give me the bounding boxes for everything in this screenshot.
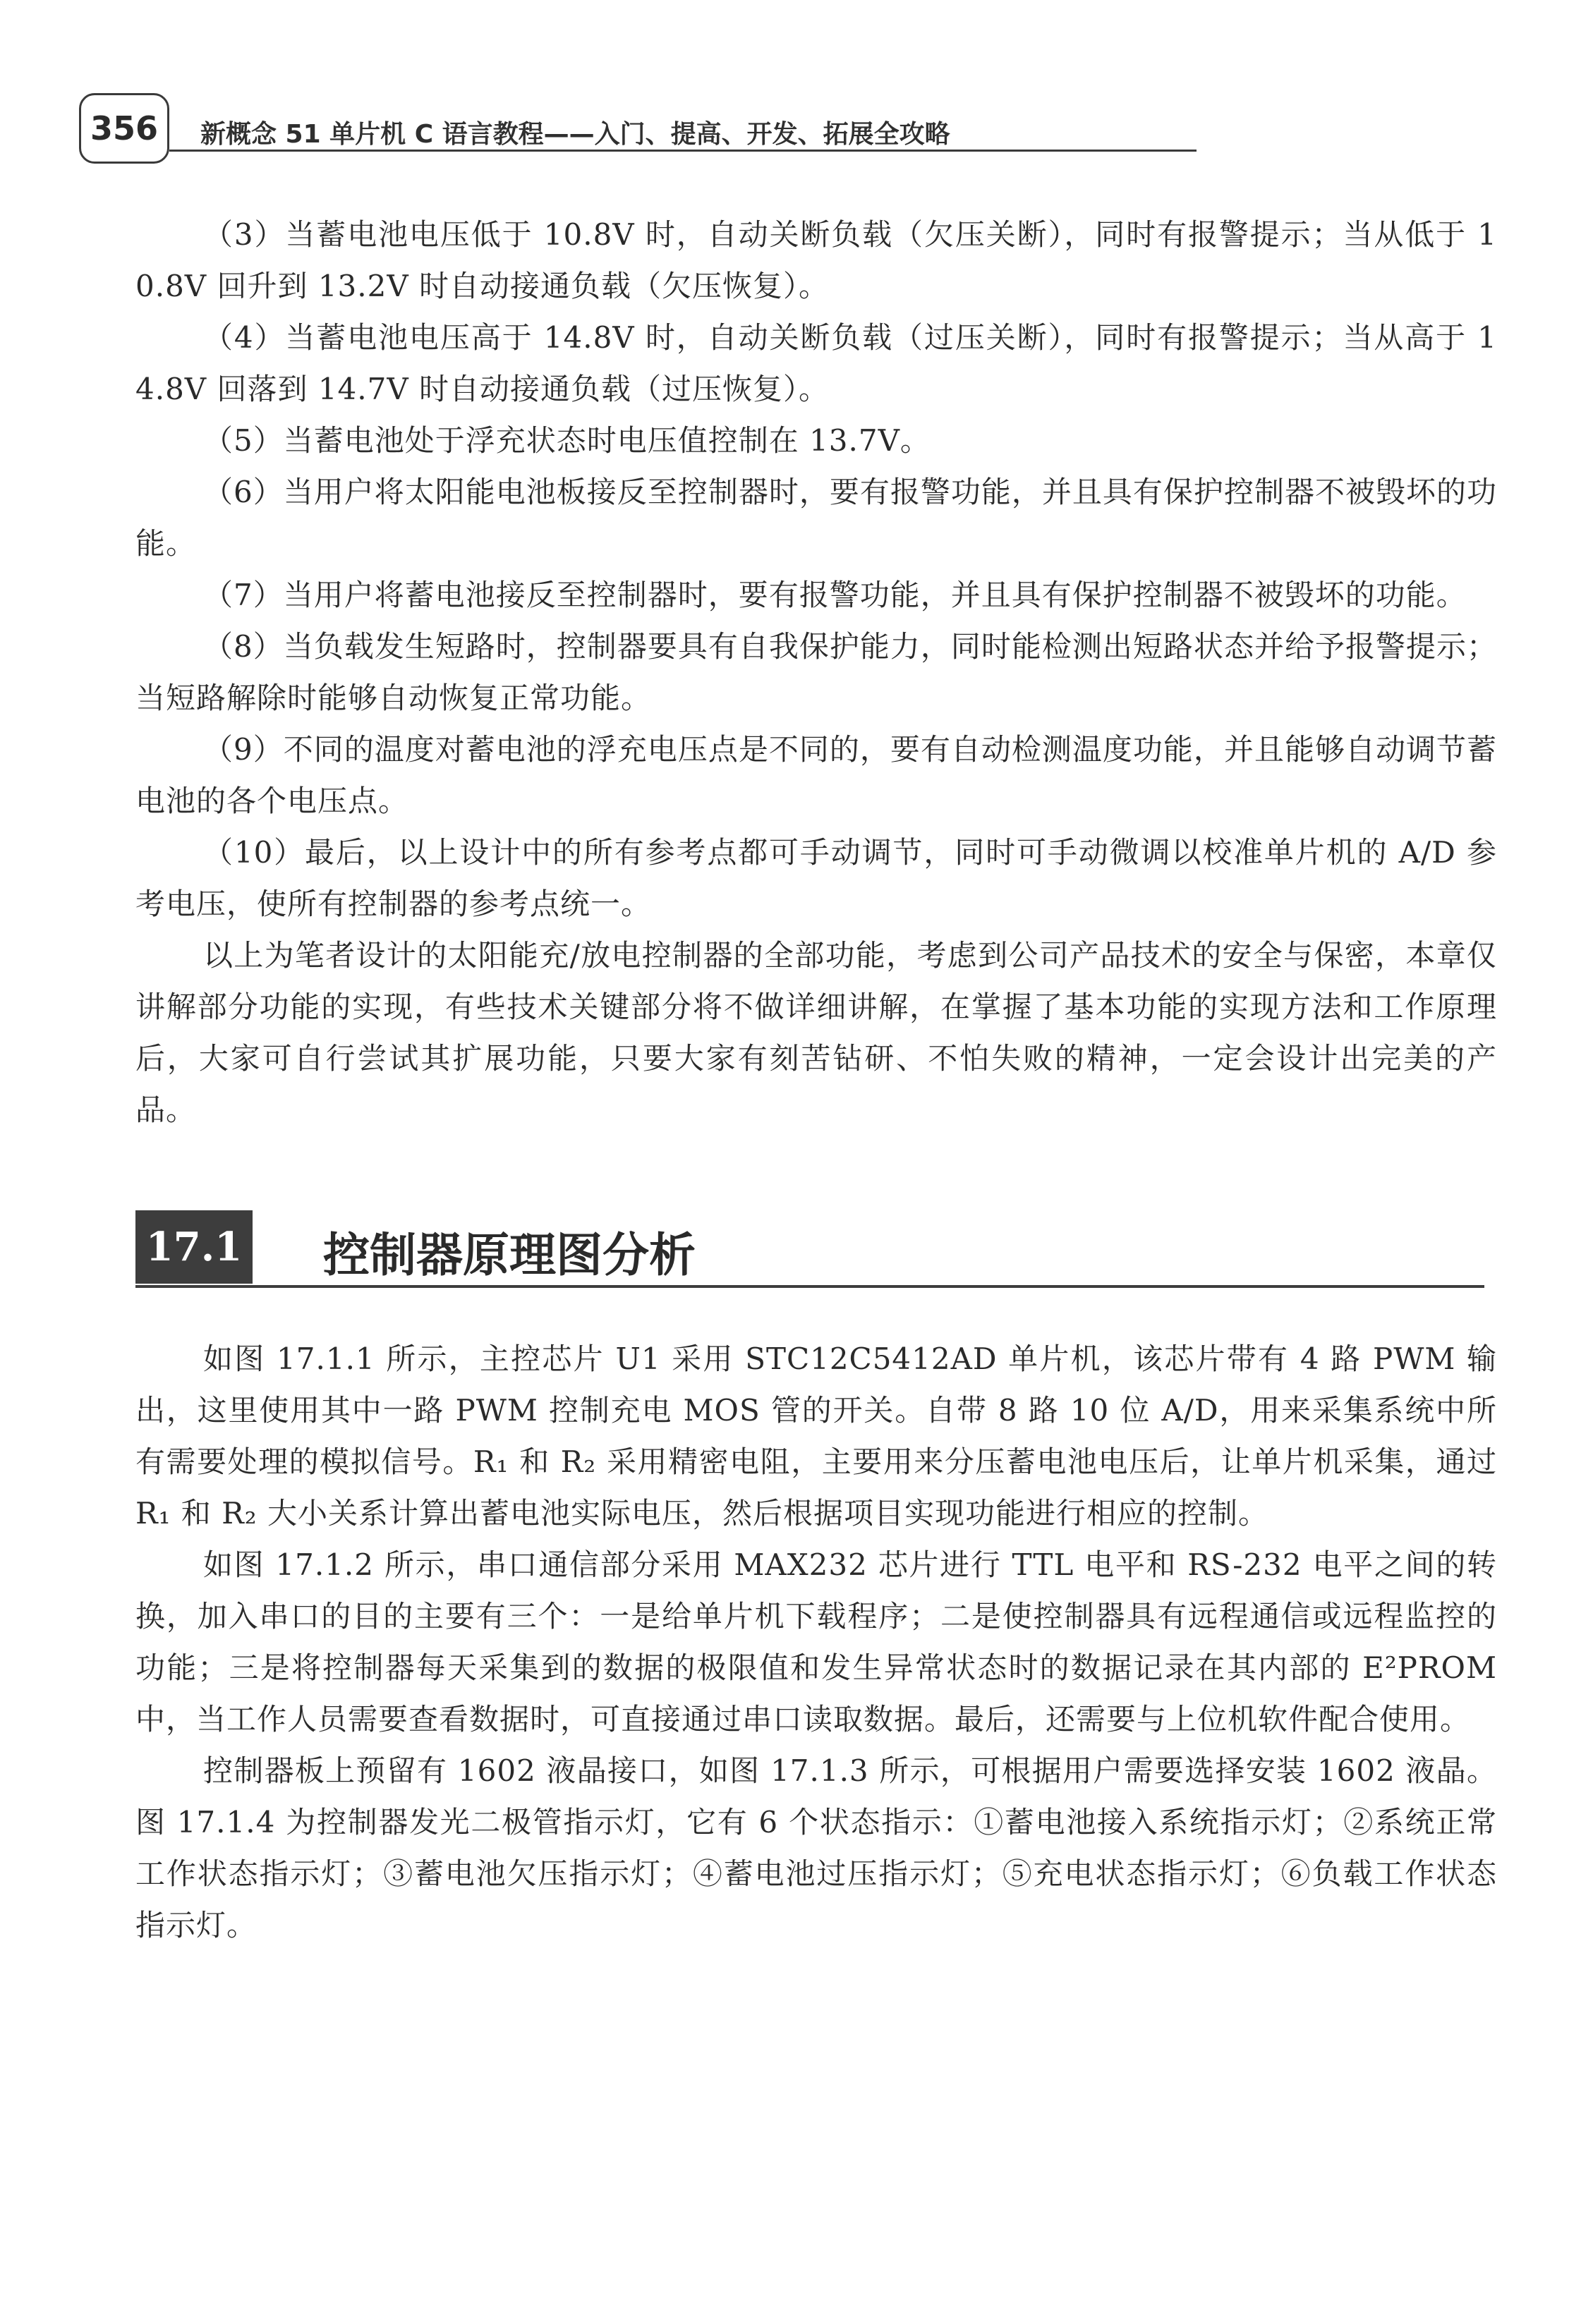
paragraph-item-3: （3）当蓄电池电压低于 10.8V 时，自动关断负载（欠压关断），同时有报警提示；当从低于 10.8V 回升到 13.2V 时自动接通负载（欠压恢复）。 bbox=[135, 217, 1497, 303]
section-title: 控制器原理图分析 bbox=[323, 1228, 696, 1282]
book-title: 新概念 51 单片机 C 语言教程——入门、提高、开发、拓展全攻略 bbox=[200, 120, 950, 149]
paragraph-item-10: （10）最后，以上设计中的所有参考点都可手动调节，同时可手动微调以校准单片机的 A/D 参考电压，使所有控制器的参考点统一。 bbox=[135, 835, 1497, 921]
section-number-badge: 17.1 bbox=[135, 1210, 253, 1284]
paragraph-item-5: （5）当蓄电池处于浮充状态时电压值控制在 13.7V。 bbox=[203, 423, 931, 458]
section-divider bbox=[135, 1285, 1484, 1288]
paragraph-summary: 以上为笔者设计的太阳能充/放电控制器的全部功能，考虑到公司产品技术的安全与保密，本章仅讲解部分功能的实现，有些技术关键部分将不做详细讲解，在掌握了基本功能的实现方法和工作原理后，大家可自行尝试其扩展功能，只要大家有刻苦钻研、不怕失败的精神，一定会设计出完美的产品。 bbox=[135, 938, 1497, 1127]
paragraph-lcd-leds: 控制器板上预留有 1602 液晶接口，如图 17.1.3 所示，可根据用户需要选择安装 1602 液晶。图 17.1.4 为控制器发光二极管指示灯，它有 6 个状态指示：①蓄电池接入系统指示灯；②系统正常工作状态指示灯；③蓄电池欠压指示灯；④蓄电池过压指示灯；⑤充电状态指示灯；⑥负载工作状态指示灯。 bbox=[135, 1753, 1497, 1942]
paragraph-item-7: （7）当用户将蓄电池接反至控制器时，要有报警功能，并且具有保护控制器不被毁坏的功能。 bbox=[203, 578, 1467, 612]
intro-text-block bbox=[135, 209, 1497, 1136]
paragraph-main-chip: 如图 17.1.1 所示，主控芯片 U1 采用 STC12C5412AD 单片机，该芯片带有 4 路 PWM 输出，这里使用其中一路 PWM 控制充电 MOS 管的开关。自带 8 路 10 位 A/D，用来采集系统中所有需要处理的模拟信号。R₁ 和 R₂ 采用精密电阻，主要用来分压蓄电池电压后，让单片机采集，通过 R₁ 和 R₂ 大小关系计算出蓄电池实际电压，然后根据项目实现功能进行相应的控制。 bbox=[135, 1342, 1497, 1531]
section-heading bbox=[135, 1210, 1484, 1289]
header-divider bbox=[169, 150, 1197, 152]
running-header bbox=[79, 83, 1116, 171]
page-number: 356 bbox=[79, 93, 169, 164]
section-text-block bbox=[135, 1333, 1497, 1951]
paragraph-item-4: （4）当蓄电池电压高于 14.8V 时，自动关断负载（过压关断），同时有报警提示；当从高于 14.8V 回落到 14.7V 时自动接通负载（过压恢复）。 bbox=[135, 320, 1497, 406]
paragraph-item-6: （6）当用户将太阳能电池板接反至控制器时，要有报警功能，并且具有保护控制器不被毁坏的功能。 bbox=[135, 475, 1497, 561]
paragraph-item-9: （9）不同的温度对蓄电池的浮充电压点是不同的，要有自动检测温度功能，并且能够自动调节蓄电池的各个电压点。 bbox=[135, 732, 1497, 818]
paragraph-item-8: （8）当负载发生短路时，控制器要具有自我保护能力，同时能检测出短路状态并给予报警提示；当短路解除时能够自动恢复正常功能。 bbox=[135, 629, 1497, 715]
paragraph-serial-comm: 如图 17.1.2 所示，串口通信部分采用 MAX232 芯片进行 TTL 电平和 RS-232 电平之间的转换，加入串口的目的主要有三个：一是给单片机下载程序；二是使控制器具有远程通信或远程监控的功能；三是将控制器每天采集到的数据的极限值和发生异常状态时的数据记录在其内部的 E²PROM 中，当工作人员需要查看数据时，可直接通过串口读取数据。最后，还需要与上位机软件配合使用。 bbox=[135, 1547, 1497, 1736]
